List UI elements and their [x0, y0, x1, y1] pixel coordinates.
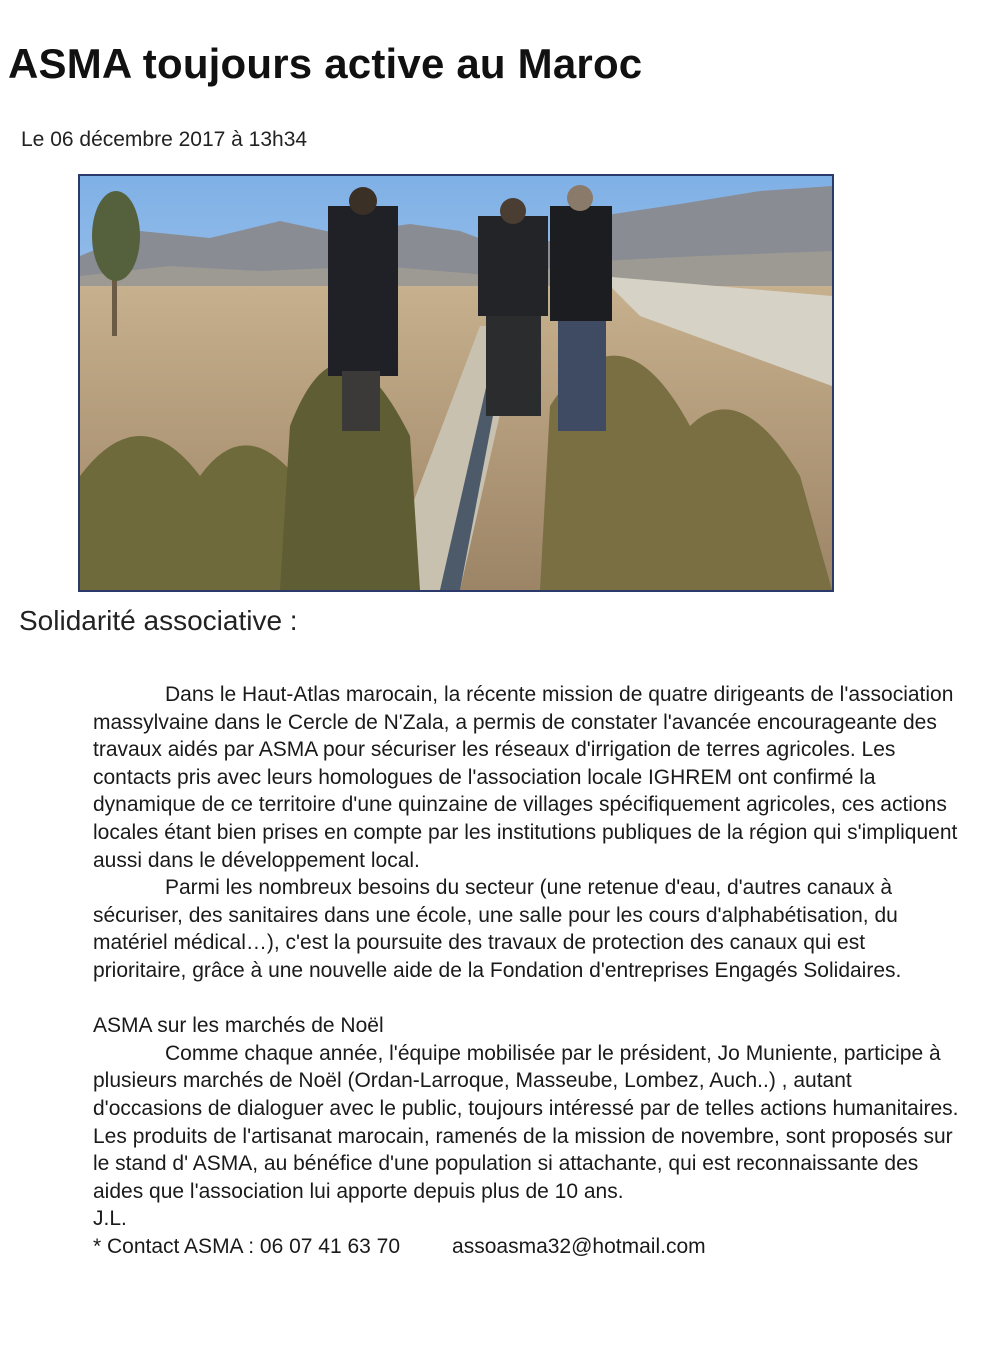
- article-paragraph: Parmi les nombreux besoins du secteur (une retenue d'eau, d'autres canaux à sécuriser, des sanitaires dans une école, une salle pour les cours d'alphabétisation, du matériel médical…), c'est la poursuite des travaux de protection des canaux qui est prioritaire, grâce à une nouvelle aide de la Fondation d'entreprises Engagés Solidaires.: [93, 876, 902, 982]
- article-body: [93, 681, 963, 1260]
- article-paragraph: Dans le Haut-Atlas marocain, la récente mission de quatre dirigeants de l'association massylvaine dans le Cercle de N'Zala, a permis de constater l'avancée encourageante des travaux aidés par ASMA pour sécuriser les réseaux d'irrigation de terres agricoles. Les contacts pris avec leurs homologues de l'association locale IGHREM ont confirmé la dynamique de ce territoire d'une quinzaine de villages spécifiquement agricoles, ces actions locales étant bien prises en compte par les institutions publiques de la région qui s'impliquent aussi dans le développement local.: [93, 683, 958, 872]
- article-signature: J.L.: [93, 1207, 127, 1231]
- article-date: Le 06 décembre 2017 à 13h34: [21, 128, 308, 151]
- landscape-photo-icon: [80, 176, 832, 590]
- paragraph-gap: [93, 985, 963, 1013]
- contact-email[interactable]: assoasma32@hotmail.com: [452, 1234, 706, 1258]
- article-title: ASMA toujours active au Maroc: [8, 40, 643, 87]
- contact-label: * Contact ASMA : 06 07 41 63 70: [93, 1234, 401, 1258]
- article-subheading: ASMA sur les marchés de Noël: [93, 1014, 384, 1038]
- section-title: Solidarité associative :: [19, 605, 298, 636]
- contact-line: [93, 1233, 963, 1261]
- article-paragraph: Comme chaque année, l'équipe mobilisée par le président, Jo Muniente, participe à plusieurs marchés de Noël (Ordan-Larroque, Masseube, Lombez, Auch..) , autant d'occasions de dialoguer avec le public, toujours intéressé par de telles actions humanitaires. Les produits de l'artisanat marocain, ramenés de la mission de novembre, sont proposés sur le stand d' ASMA, au bénéfice d'une population si attachante, qui est reconnaissante des aides que l'association lui apporte depuis plus de 10 ans.: [93, 1041, 959, 1203]
- article-photo: [78, 174, 834, 592]
